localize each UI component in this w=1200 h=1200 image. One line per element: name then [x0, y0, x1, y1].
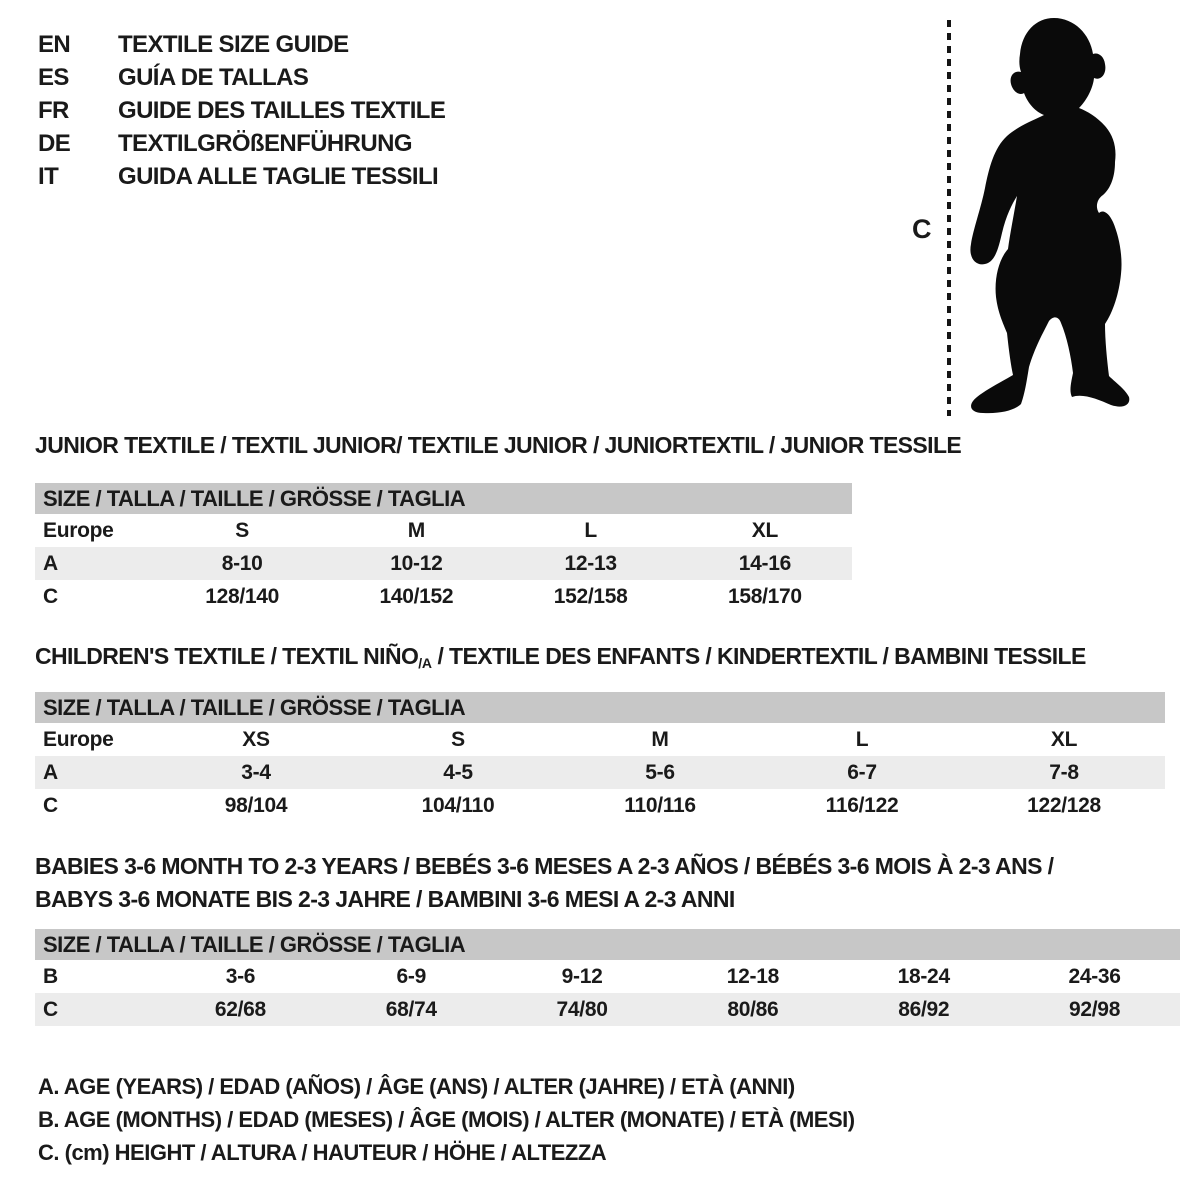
- height-cell: 98/104: [224, 793, 288, 817]
- height-cell: 158/170: [727, 584, 802, 608]
- height-cell: 62/68: [214, 997, 266, 1021]
- row-label: A: [43, 551, 58, 575]
- height-cell: 74/80: [556, 997, 608, 1021]
- size-cell: XL: [751, 518, 778, 542]
- babies-section-title: [35, 850, 1053, 916]
- size-cell: S: [451, 727, 465, 751]
- table-header: [35, 692, 1165, 723]
- age-cell: 3-4: [241, 760, 271, 784]
- table-header-label: SIZE / TALLA / TAILLE / GRÖSSE / TAGLIA: [43, 694, 466, 720]
- junior-size-table: [35, 483, 852, 613]
- language-title-list: [38, 28, 445, 193]
- children-title-main: CHILDREN'S TEXTILE / TEXTIL NIÑO: [35, 643, 419, 669]
- size-cell: M: [407, 518, 425, 542]
- age-cell: 7-8: [1049, 760, 1079, 784]
- table-row-height: [35, 993, 1180, 1026]
- language-row-it: [38, 160, 445, 193]
- table-header: [35, 483, 852, 514]
- babies-size-table: [35, 929, 1180, 1026]
- months-cell: 12-18: [726, 964, 779, 988]
- height-cell: 116/122: [825, 793, 899, 817]
- row-label: C: [43, 997, 58, 1021]
- months-cell: 24-36: [1068, 964, 1121, 988]
- months-cell: 18-24: [897, 964, 950, 988]
- table-row-height: [35, 789, 1165, 822]
- language-title: GUIDE DES TAILLES TEXTILE: [118, 96, 446, 124]
- age-cell: 12-13: [564, 551, 617, 575]
- children-title-subscript: /A: [418, 655, 432, 671]
- table-row-age: [35, 756, 1165, 789]
- language-title: GUIDA ALLE TAGLIE TESSILI: [118, 162, 439, 190]
- table-row-age: [35, 547, 852, 580]
- language-title: TEXTILGRÖßENFÜHRUNG: [118, 129, 412, 157]
- size-cell: L: [855, 727, 869, 751]
- table-header-label: SIZE / TALLA / TAILLE / GRÖSSE / TAGLIA: [43, 485, 466, 511]
- row-label: C: [43, 793, 58, 817]
- row-label: C: [43, 584, 58, 608]
- size-cell: S: [235, 518, 249, 542]
- height-cell: 86/92: [898, 997, 950, 1021]
- row-label: A: [43, 760, 58, 784]
- height-cell: 80/86: [727, 997, 779, 1021]
- height-cell: 92/98: [1069, 997, 1121, 1021]
- height-cell: 110/116: [624, 793, 696, 817]
- language-title: GUÍA DE TALLAS: [118, 63, 309, 91]
- children-title-rest: / TEXTILE DES ENFANTS / KINDERTEXTIL / BAMBINI TESSILE: [431, 643, 1086, 669]
- height-cell: 140/152: [379, 584, 454, 608]
- language-row-fr: [38, 94, 445, 127]
- language-title: TEXTILE SIZE GUIDE: [118, 30, 349, 58]
- table-row-months: [35, 960, 1180, 993]
- table-row-europe: [35, 514, 852, 547]
- toddler-silhouette-icon: [962, 16, 1142, 416]
- language-code: FR: [38, 96, 69, 124]
- children-size-table: [35, 692, 1165, 822]
- language-code: DE: [38, 129, 71, 157]
- height-dashed-line: [947, 20, 951, 416]
- size-cell: XS: [242, 727, 270, 751]
- height-cell: 128/140: [205, 584, 280, 608]
- size-cell: XL: [1050, 727, 1078, 751]
- table-row-europe: [35, 723, 1165, 756]
- junior-section-title: JUNIOR TEXTILE / TEXTIL JUNIOR/ TEXTILE JUNIOR / JUNIORTEXTIL / JUNIOR TESSILE: [35, 432, 962, 458]
- legend-line-c: C. (cm) HEIGHT / ALTURA / HAUTEUR / HÖHE / ALTEZZA: [38, 1140, 607, 1165]
- age-cell: 5-6: [645, 760, 675, 784]
- age-cell: 6-7: [847, 760, 877, 784]
- row-label: Europe: [43, 518, 114, 542]
- language-code: ES: [38, 63, 69, 91]
- age-cell: 8-10: [221, 551, 263, 575]
- row-label: Europe: [43, 727, 114, 751]
- table-header-label: SIZE / TALLA / TAILLE / GRÖSSE / TAGLIA: [43, 931, 466, 957]
- height-measure-label: C: [912, 214, 932, 244]
- table-row-height: [35, 580, 852, 613]
- language-code: IT: [38, 162, 59, 190]
- table-header: [35, 929, 1180, 960]
- measurement-legend: [38, 1070, 855, 1169]
- language-code: EN: [38, 30, 71, 58]
- size-cell: L: [584, 518, 597, 542]
- age-cell: 14-16: [738, 551, 791, 575]
- children-section-title: [35, 643, 1086, 671]
- height-cell: 122/128: [1027, 793, 1101, 817]
- age-cell: 4-5: [443, 760, 473, 784]
- age-cell: 10-12: [390, 551, 443, 575]
- legend-line-a: A. AGE (YEARS) / EDAD (AÑOS) / ÂGE (ANS) / ALTER (JAHRE) / ETÀ (ANNI): [38, 1074, 795, 1099]
- legend-line-b: B. AGE (MONTHS) / EDAD (MESES) / ÂGE (MOIS) / ALTER (MONATE) / ETÀ (MESI): [38, 1107, 855, 1132]
- language-row-de: [38, 127, 445, 160]
- months-cell: 6-9: [396, 964, 426, 988]
- language-row-en: [38, 28, 445, 61]
- row-label: B: [43, 964, 58, 988]
- height-cell: 104/110: [421, 793, 495, 817]
- babies-title-line2: BABYS 3-6 MONATE BIS 2-3 JAHRE / BAMBINI 3-6 MESI A 2-3 ANNI: [35, 886, 735, 912]
- babies-title-line1: BABIES 3-6 MONTH TO 2-3 YEARS / BEBÉS 3-6 MESES A 2-3 AÑOS / BÉBÉS 3-6 MOIS À 2-3 ANS /: [35, 853, 1054, 879]
- months-cell: 9-12: [561, 964, 603, 988]
- language-row-es: [38, 61, 445, 94]
- height-cell: 152/158: [553, 584, 628, 608]
- size-cell: M: [651, 727, 669, 751]
- months-cell: 3-6: [225, 964, 256, 988]
- height-cell: 68/74: [385, 997, 437, 1021]
